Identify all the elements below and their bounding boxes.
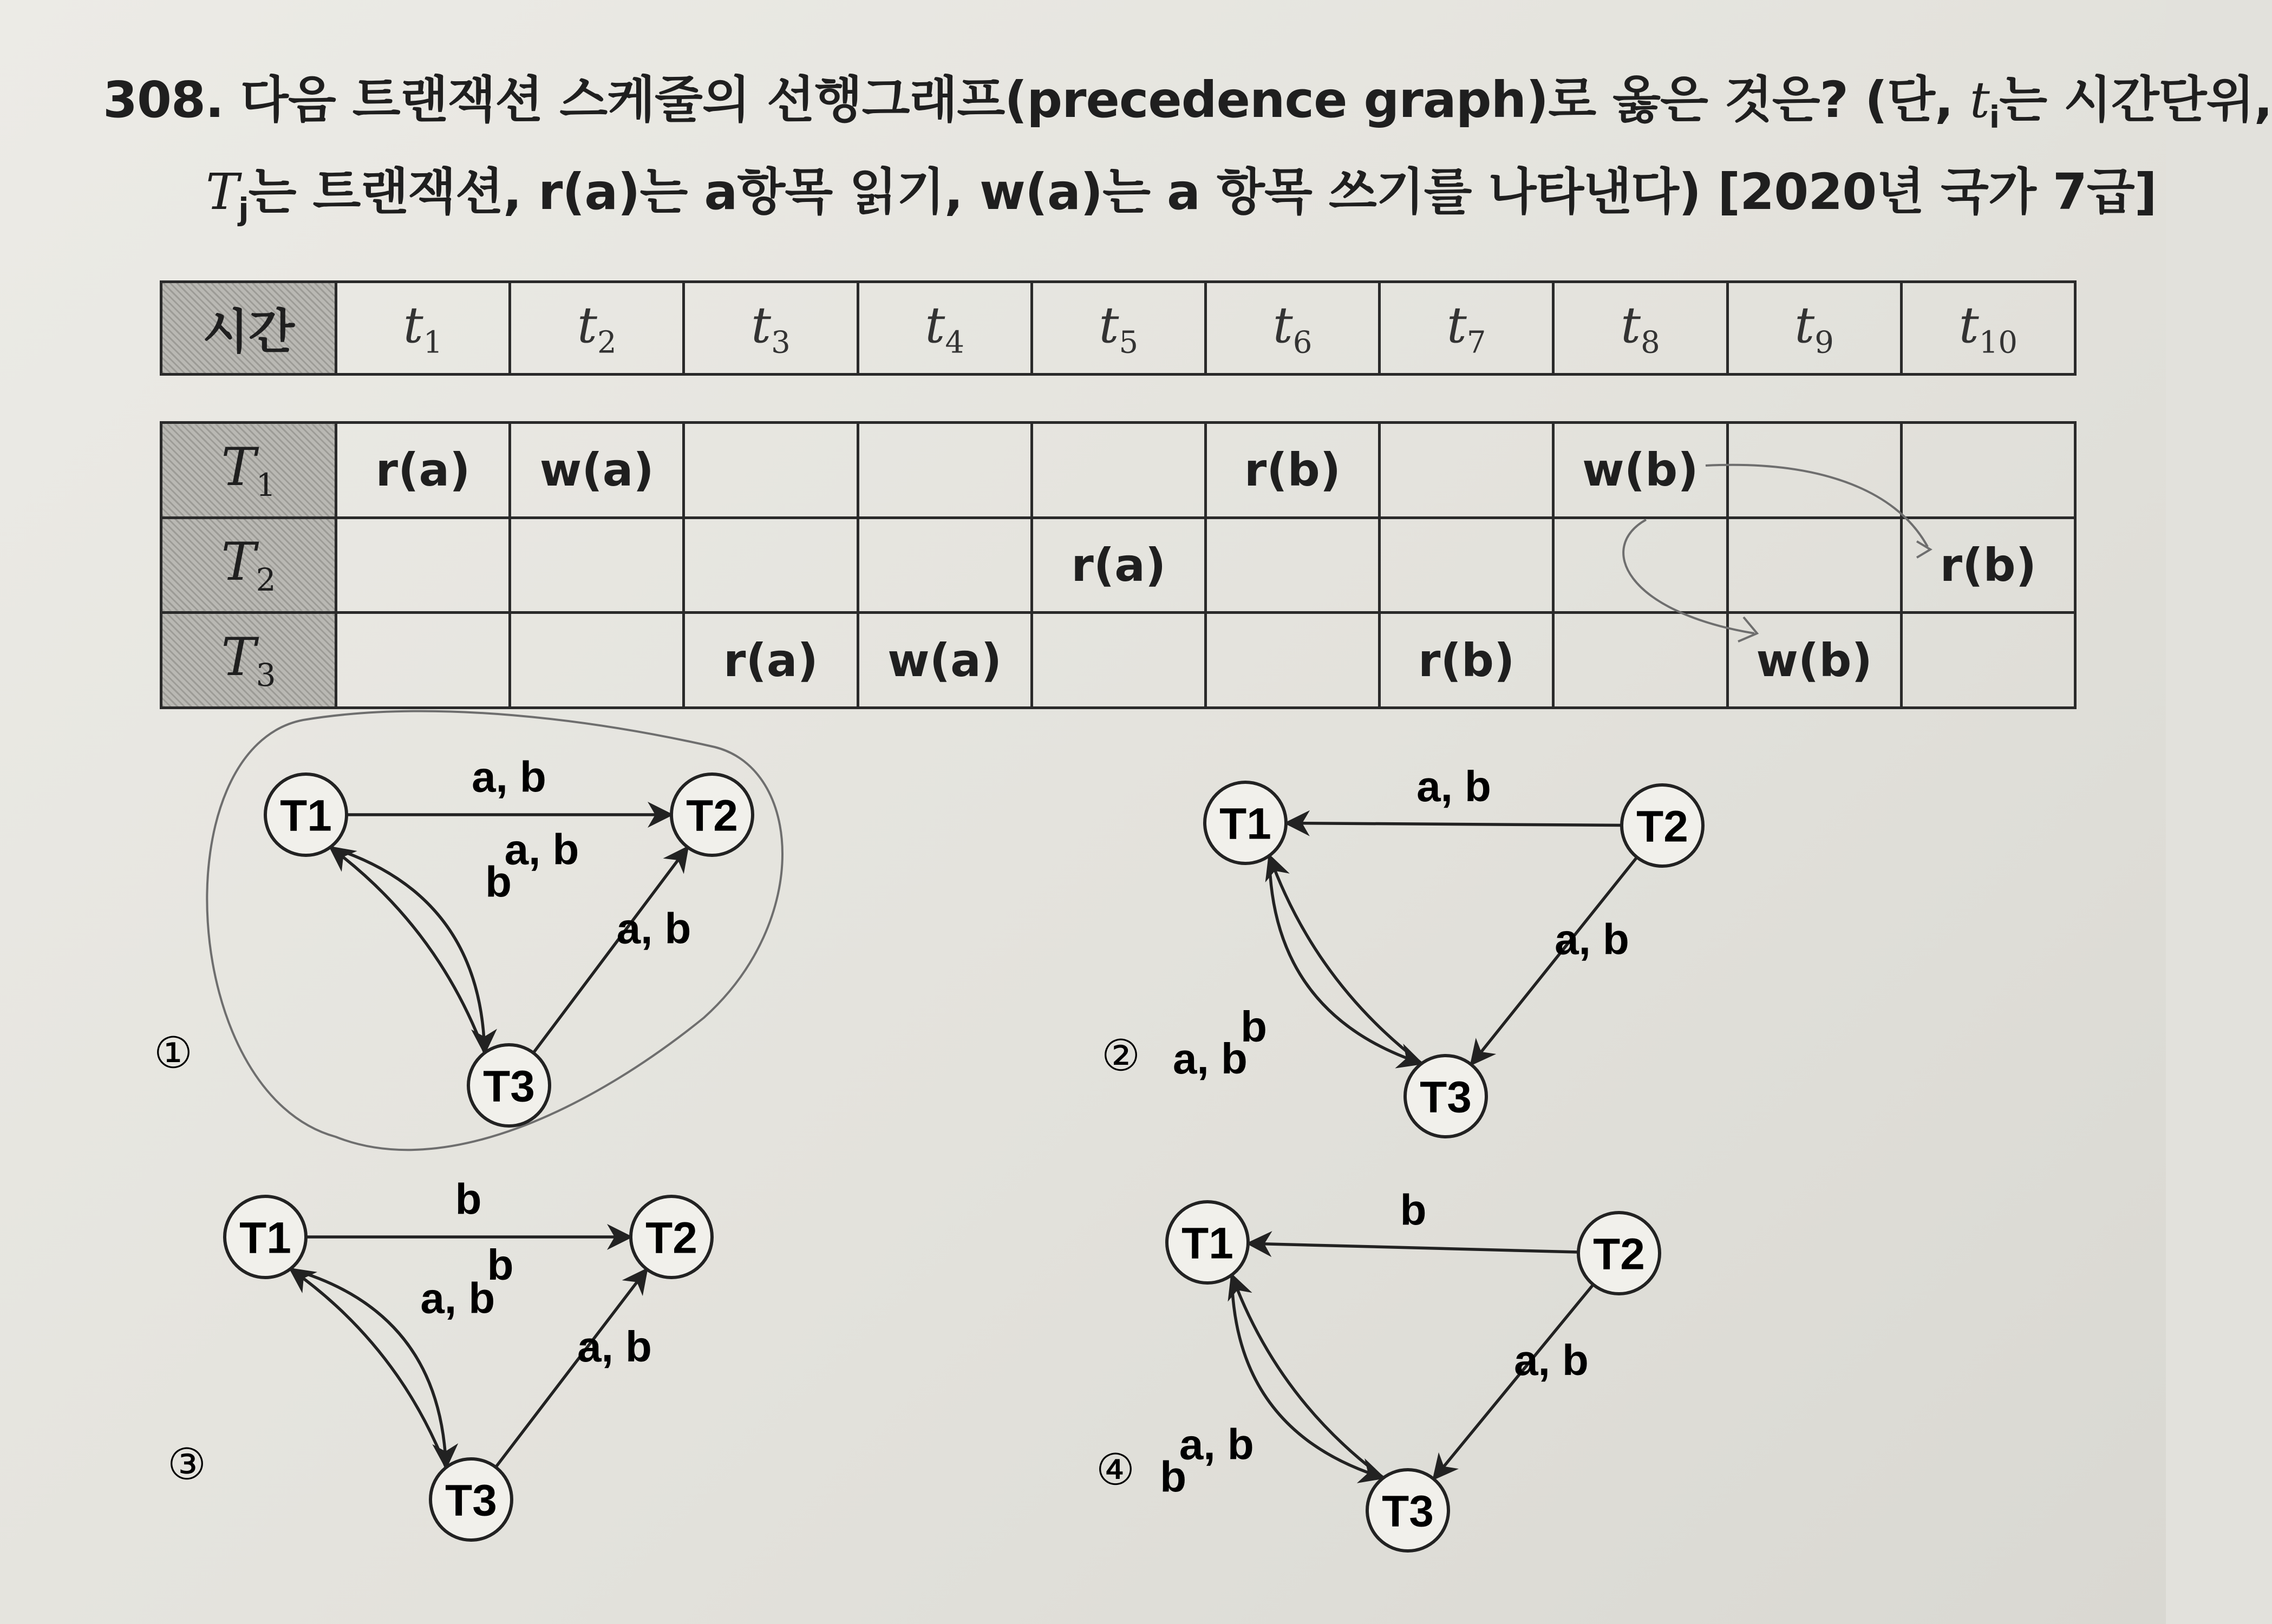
edge-label: a, b (1416, 762, 1491, 810)
edge-label: a, b (616, 904, 691, 953)
node-label: T1 (239, 1213, 291, 1263)
transaction-header-cell: $T_2$ (161, 518, 336, 613)
time-slot-subscript: 3 (771, 325, 791, 361)
operation-cell: w(a) (510, 423, 684, 518)
node-t3 (430, 1459, 512, 1540)
edge-label: a, b (504, 825, 579, 874)
node-t2 (1578, 1213, 1660, 1294)
edge-label: b (487, 1240, 514, 1289)
node-t1 (1167, 1202, 1248, 1283)
edge-label: b (1160, 1452, 1187, 1501)
operation-cell: r(a) (684, 613, 858, 708)
time-slot-label: t (1621, 296, 1641, 354)
node-t1 (265, 774, 347, 855)
option-4-graph (1096, 1186, 1660, 1551)
option-number: ③ (167, 1439, 206, 1490)
time-slot-subscript: 6 (1292, 325, 1313, 361)
node-label: T3 (483, 1062, 535, 1111)
node-t2 (631, 1196, 712, 1278)
time-slot-label: t (1958, 296, 1979, 354)
operation-cell: r(b) (1901, 518, 2075, 613)
time-slot-subscript: 7 (1466, 325, 1486, 361)
option-2-graph (1101, 762, 1703, 1137)
edge-label: a, b (577, 1322, 652, 1371)
node-t3 (468, 1045, 550, 1126)
node-t1 (1205, 782, 1286, 863)
transaction-header-cell: $T_3$ (161, 613, 336, 708)
edge-label: b (485, 857, 512, 906)
time-header-cell: 시간 (161, 282, 336, 375)
node-label: T2 (645, 1213, 697, 1263)
time-slot-subscript: 10 (1979, 325, 2018, 361)
edge-label: b (455, 1175, 482, 1223)
edge-label: a, b (1555, 915, 1629, 964)
edge-t1-to-t3 (330, 847, 485, 1053)
node-t2 (671, 774, 753, 855)
operation-cell: r(a) (1031, 518, 1205, 613)
time-slot-label: t (577, 296, 597, 354)
time-slot-subscript: 5 (1119, 325, 1139, 361)
pencil-arrow-to-t2-rb (1706, 465, 1928, 547)
edge-t2-to-t1 (1286, 823, 1622, 825)
time-slot-label: t (1272, 296, 1293, 354)
edge-t1-to-t3 (1269, 855, 1421, 1063)
node-label: T1 (280, 791, 332, 841)
time-slot-subscript: 9 (1814, 325, 1834, 361)
operation-cell: r(b) (1205, 423, 1379, 518)
time-slot-label: t (1794, 296, 1815, 354)
operation-cell: w(b) (1727, 613, 1901, 708)
edge-label: b (1400, 1186, 1427, 1234)
node-t1 (225, 1196, 306, 1278)
operation-cell: r(b) (1380, 613, 1553, 708)
edge-t1-to-t3 (1232, 1275, 1383, 1478)
node-label: T3 (1382, 1487, 1434, 1536)
option-number: ④ (1096, 1444, 1135, 1495)
time-slot-label: t (403, 296, 423, 354)
edge-label: a, b (1179, 1420, 1254, 1469)
time-slot-subscript: 2 (597, 325, 617, 361)
node-label: T2 (1636, 802, 1688, 852)
pencil-arrow-to-t3-wb (1623, 520, 1754, 633)
question-line-1: 308. 다음 트랜잭션 스케줄의 선행그래프(precedence graph)로 옳은 것은? (단, $t_i$는 시간단위, (103, 71, 2272, 135)
time-slot-label: t (1446, 296, 1467, 354)
operation-cell: w(a) (858, 613, 1031, 708)
time-slot-label: t (1099, 296, 1119, 354)
option-number: ① (154, 1027, 193, 1078)
time-slot-subscript: 8 (1641, 325, 1660, 361)
operation-cell: w(b) (1553, 423, 1727, 518)
node-label: T2 (686, 791, 738, 841)
time-slot-subscript: 1 (423, 325, 443, 361)
edge-label: a, b (1514, 1336, 1589, 1384)
node-label: T3 (1420, 1072, 1472, 1122)
option-1-graph (154, 753, 753, 1127)
option-number: ② (1101, 1030, 1140, 1081)
time-slot-label: t (751, 296, 772, 354)
question-line-2: $T_j$는 트랜잭션, r(a)는 a항목 읽기, w(a)는 a 항목 쓰기를 나타낸다) [2020년 국가 7급] (206, 163, 2157, 227)
transaction-header-cell: $T_1$ (161, 423, 336, 518)
node-label: T2 (1593, 1229, 1645, 1279)
node-t3 (1405, 1056, 1486, 1137)
node-t3 (1367, 1470, 1448, 1551)
time-slot-label: t (925, 296, 945, 354)
time-slot-subscript: 4 (945, 325, 964, 361)
edge-label: a, b (472, 752, 546, 801)
node-label: T1 (1181, 1219, 1233, 1268)
edge-t2-to-t1 (1248, 1243, 1578, 1252)
node-label: T1 (1219, 799, 1271, 849)
option-3-graph (167, 1175, 712, 1541)
node-t2 (1622, 785, 1703, 866)
operation-cell: r(a) (336, 423, 510, 518)
edge-label: b (1241, 1003, 1268, 1051)
node-label: T3 (445, 1476, 497, 1525)
edge-label: a, b (1173, 1034, 1248, 1083)
edge-label: a, b (420, 1274, 495, 1322)
